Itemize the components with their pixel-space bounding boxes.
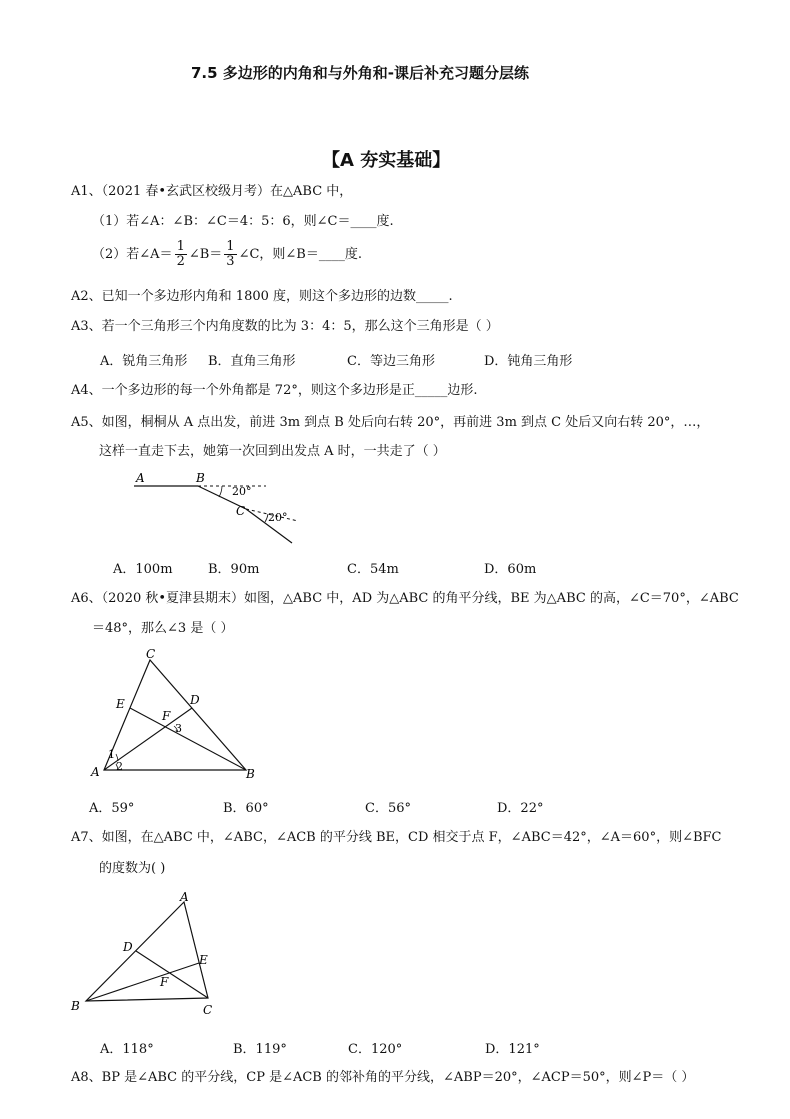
- question-a6-stem-line2: ＝48°，那么∠3 是（ ）: [92, 621, 234, 636]
- a7-option-c: C．120°: [348, 1042, 403, 1057]
- question-a7-stem-line1: A7、如图，在△ABC 中，∠ABC，∠ACB 的平分线 BE，CD 相交于点 F，∠ABC＝42°，∠A＝60°，则∠BFC: [71, 830, 722, 845]
- question-a1-part2: [92, 240, 362, 269]
- question-a5-stem-line2: 这样一直走下去，她第一次回到出发点 A 时，一共走了（ ）: [99, 444, 446, 459]
- a7-option-b: B．119°: [233, 1042, 287, 1057]
- a6-angle-3: 3: [175, 722, 182, 735]
- a7-label-d: D: [123, 940, 133, 954]
- a6-label-e: E: [116, 697, 125, 711]
- fraction-one-half: $\frac{1}{2}$: [176, 239, 185, 269]
- a7-option-d: D．121°: [485, 1042, 540, 1057]
- page-title: 7.5 多边形的内角和与外角和-课后补充习题分层练: [191, 64, 530, 82]
- a7-label-e: E: [199, 953, 208, 967]
- a6-angle-2: 2: [116, 760, 123, 773]
- a7-label-b: B: [71, 999, 80, 1013]
- a6-label-d: D: [190, 693, 200, 707]
- a6-label-a: A: [91, 765, 100, 779]
- a1-part2-mid: ∠B＝: [188, 247, 223, 262]
- a5-label-a: A: [136, 471, 145, 485]
- a6-figure: [86, 646, 266, 786]
- a5-option-a: A．100m: [113, 562, 173, 577]
- a7-option-a: A．118°: [100, 1042, 154, 1057]
- a5-angle-label-1: 20°: [232, 485, 252, 498]
- a6-option-c: C．56°: [365, 801, 411, 816]
- a5-figure: [126, 465, 306, 550]
- a5-option-c: C．54m: [347, 562, 399, 577]
- a1-part2-prefix: （2）若∠A＝: [92, 247, 173, 262]
- a3-option-c: C．等边三角形: [347, 354, 435, 369]
- a5-label-b: B: [196, 471, 205, 485]
- section-heading: 【A 夯实基础】: [322, 150, 451, 171]
- question-a3-stem: A3、若一个三角形三个内角度数的比为 3：4：5，那么这个三角形是（ ）: [71, 319, 499, 334]
- question-a8-stem: A8、BP 是∠ABC 的平分线，CP 是∠ACB 的邻补角的平分线，∠ABP＝20°，∠ACP＝50°，则∠P＝（ ）: [71, 1070, 695, 1085]
- a6-option-b: B．60°: [223, 801, 269, 816]
- question-a6-stem-line1: A6、（2020 秋•夏津县期末）如图，△ABC 中，AD 为△ABC 的角平分线，BE 为△ABC 的高，∠C＝70°，∠ABC: [71, 591, 739, 606]
- a3-option-a: A．锐角三角形: [100, 354, 188, 369]
- a1-part2-suffix: ∠C，则∠B＝____度.: [238, 247, 362, 262]
- a5-label-c: C: [236, 504, 246, 518]
- a7-label-c: C: [203, 1003, 213, 1017]
- a5-option-d: D．60m: [484, 562, 537, 577]
- question-a1-part1: （1）若∠A：∠B：∠C＝4：5：6，则∠C＝____度.: [92, 214, 394, 229]
- a6-label-f: F: [162, 709, 171, 723]
- a7-label-f: F: [160, 975, 169, 989]
- a6-option-a: A．59°: [89, 801, 135, 816]
- a7-figure: [66, 888, 226, 1023]
- a6-option-d: D．22°: [497, 801, 544, 816]
- a6-angle-1: 1: [108, 748, 115, 761]
- a3-option-d: D．钝角三角形: [484, 354, 573, 369]
- a6-label-c: C: [146, 647, 156, 661]
- question-a4-stem: A4、一个多边形的每一个外角都是 72°，则这个多边形是正_____边形.: [71, 383, 478, 398]
- a5-angle-label-2: 20°: [268, 511, 288, 524]
- question-a5-stem-line1: A5、如图，桐桐从 A 点出发，前进 3m 到点 B 处后向右转 20°，再前进 3m 到点 C 处后又向右转 20°，…，: [71, 415, 710, 430]
- a6-label-b: B: [246, 767, 255, 781]
- question-a1-stem: A1、（2021 春•玄武区校级月考）在△ABC 中，: [71, 184, 353, 199]
- fraction-one-third: $\frac{1}{3}$: [226, 239, 235, 269]
- question-a7-stem-line2: 的度数为( ): [99, 861, 166, 876]
- a7-label-a: A: [180, 890, 189, 904]
- a5-option-b: B．90m: [208, 562, 260, 577]
- question-a2-stem: A2、已知一个多边形内角和 1800 度，则这个多边形的边数_____.: [71, 289, 453, 304]
- a3-option-b: B．直角三角形: [208, 354, 296, 369]
